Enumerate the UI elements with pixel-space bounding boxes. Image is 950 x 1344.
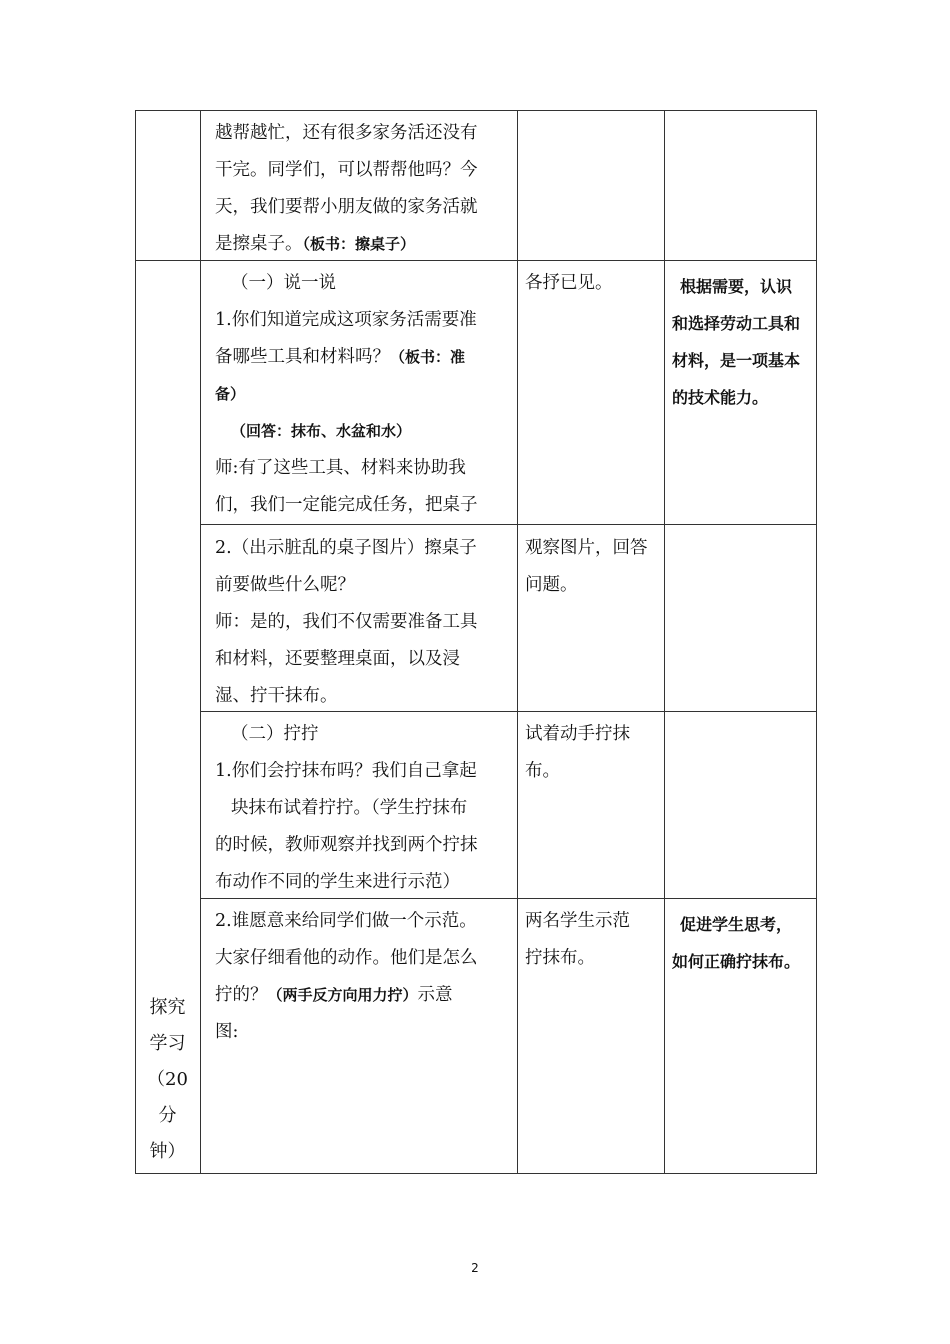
- row4-line: [215, 977, 515, 1014]
- row2-content: [215, 530, 515, 715]
- table-border-top: [135, 110, 817, 111]
- row1-line: 们，我们一定能完成任务，把桌子: [215, 495, 478, 515]
- stage-line: 学习: [149, 1033, 186, 1054]
- row1-intent: [672, 268, 816, 416]
- row1-content: [215, 265, 515, 523]
- lesson-plan-table: [135, 110, 817, 1174]
- row1-student: [525, 265, 663, 302]
- row0-content: [215, 115, 515, 263]
- section-heading: （二）拧拧: [231, 724, 319, 744]
- row2-student: [525, 530, 663, 604]
- row0-line: [215, 226, 515, 263]
- row0-line: 干完。同学们，可以帮帮他吗？今: [215, 160, 478, 180]
- answer-note: （回答：抹布、水盆和水）: [231, 422, 412, 440]
- column-divider-1: [200, 110, 201, 1174]
- stage-line: 探究: [149, 997, 186, 1018]
- student-activity: 问题。: [525, 575, 578, 595]
- row2-line: 湿、拧干抹布。: [215, 686, 338, 706]
- board-note: 备）: [215, 385, 246, 403]
- student-activity: 拧抹布。: [525, 948, 595, 968]
- row0-line: 天，我们要帮小朋友做的家务活就: [215, 197, 478, 217]
- row0-line: 越帮越忙，还有很多家务活还没有: [215, 123, 478, 143]
- row-divider-2: [200, 524, 817, 525]
- row3-content: [215, 716, 515, 901]
- row2-line: 前要做些什么呢？: [215, 575, 355, 595]
- row4-text: 示意: [417, 985, 453, 1005]
- row4-content: [215, 903, 515, 1051]
- row1-line: 师:有了这些工具、材料来协助我: [215, 458, 466, 478]
- board-note: （板书：擦桌子）: [302, 235, 416, 253]
- table-border-right: [816, 110, 817, 1174]
- stage-line: 钟）: [149, 1141, 186, 1162]
- row1-text: 备哪些工具和材料吗？: [215, 347, 390, 367]
- row3-line: 布动作不同的学生来进行示范）: [215, 872, 460, 892]
- row2-line: 2.（出示脏乱的桌子图片）擦桌子: [215, 538, 477, 558]
- intent-line: 材料，是一项基本: [672, 351, 801, 370]
- row4-text: 拧的？: [215, 985, 268, 1005]
- row4-student: [525, 903, 663, 977]
- answer-note: （两手反方向用力拧）: [267, 986, 418, 1004]
- row3-student: [525, 716, 663, 790]
- row2-line: 师：是的，我们不仅需要准备工具: [215, 612, 478, 632]
- table-border-bottom: [135, 1173, 817, 1174]
- column-divider-2: [517, 110, 518, 1174]
- row4-intent: [672, 906, 816, 980]
- row2-line: 和材料，还要整理桌面，以及浸: [215, 649, 460, 669]
- intent-line: 和选择劳动工具和: [672, 314, 801, 333]
- stage-line: （20: [147, 1069, 188, 1090]
- row4-line: 大家仔细看他的动作。他们是怎么: [215, 948, 478, 968]
- section-heading: （一）说一说: [231, 273, 336, 293]
- row4-line: 图:: [215, 1022, 239, 1042]
- row3-line: 块抹布试着拧拧。（学生拧抹布: [231, 798, 468, 818]
- row3-line: 的时候，教师观察并找到两个拧抹: [215, 835, 478, 855]
- intent-line: 根据需要，认识: [680, 277, 793, 296]
- board-note: （板书：准: [390, 348, 466, 366]
- page-number: 2: [471, 1261, 479, 1275]
- student-activity: 各抒已见。: [525, 273, 613, 293]
- row4-line: 2.谁愿意来给同学们做一个示范。: [215, 911, 477, 931]
- stage-line: 分: [158, 1105, 177, 1126]
- intent-line: 的技术能力。: [672, 388, 769, 407]
- row1-line: 1.你们知道完成这项家务活需要准: [215, 310, 477, 330]
- intent-line: 如何正确拧抹布。: [672, 952, 801, 971]
- student-activity: 观察图片，回答: [525, 538, 648, 558]
- intent-line: 促进学生思考，: [680, 915, 793, 934]
- row0-text: 是擦桌子。: [215, 234, 303, 254]
- student-activity: 布。: [525, 761, 560, 781]
- column-divider-3: [664, 110, 665, 1174]
- stage-label: [135, 990, 200, 1170]
- student-activity: 试着动手拧抹: [525, 724, 630, 744]
- student-activity: 两名学生示范: [525, 911, 630, 931]
- row1-line: [215, 339, 515, 376]
- row3-line: 1.你们会拧抹布吗？我们自己拿起: [215, 761, 477, 781]
